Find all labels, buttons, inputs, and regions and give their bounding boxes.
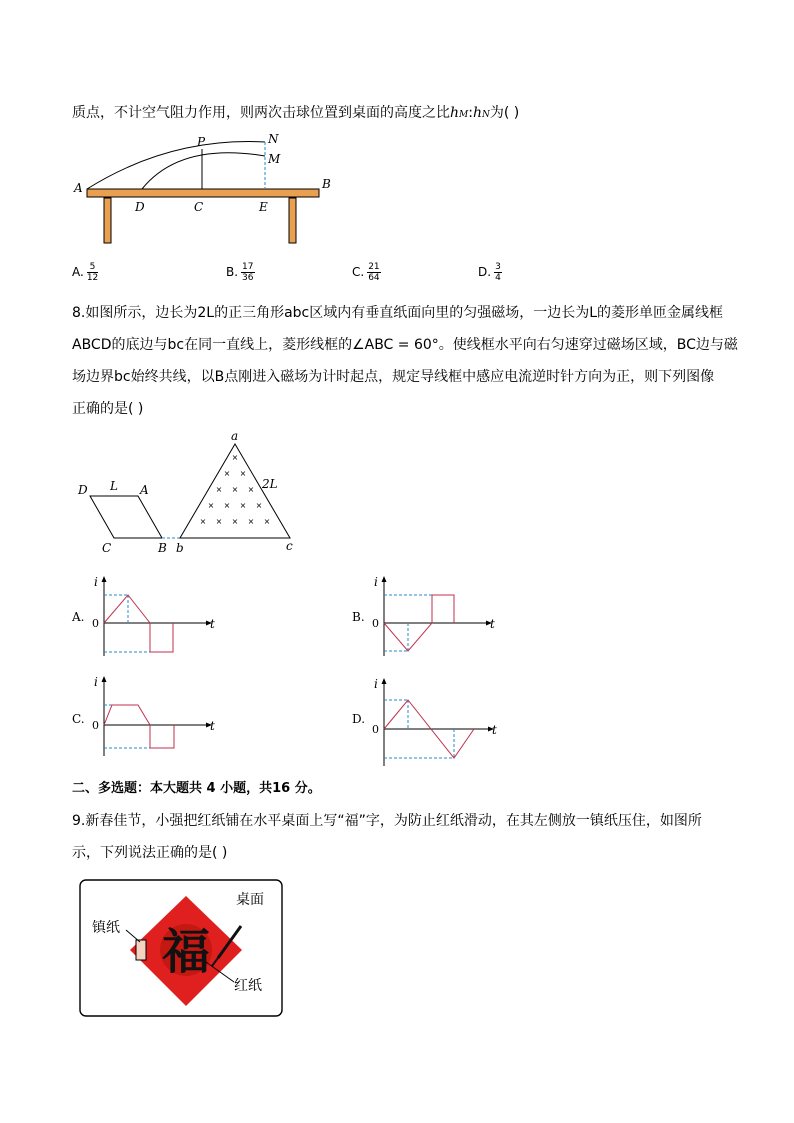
q7-option-a-frac <box>87 262 98 283</box>
q7-option-d-letter: D. <box>478 265 492 279</box>
field-mark: × <box>239 501 247 510</box>
q7-stem-tail: 为( ) <box>489 105 520 121</box>
q7-ratio-h1: h <box>450 105 460 121</box>
y-arrow <box>382 576 387 582</box>
q9-desk-figure <box>78 878 284 1018</box>
field-mark: × <box>223 501 231 510</box>
q7-option-a-den: 12 <box>86 273 99 283</box>
field-mark: × <box>199 517 207 526</box>
q8-graph-b[interactable] <box>368 572 498 662</box>
rhombus-frame <box>90 496 162 538</box>
origin-label: 0 <box>372 617 379 630</box>
field-mark: × <box>207 501 215 510</box>
q8-graph-c-letter[interactable]: C. <box>72 712 85 726</box>
q7-option-c-frac <box>367 262 380 283</box>
x-label: t <box>210 617 215 631</box>
field-mark: × <box>231 517 239 526</box>
label-b-rhombus: B <box>158 541 167 555</box>
field-mark: × <box>263 517 271 526</box>
q8-line-2: ABCD的底边与bc在同一直线上，菱形线框的∠ABC = 60°。使线框水平向右匀速穿过磁场区域，BC边与磁 <box>72 337 738 353</box>
point-label-b: B <box>322 177 331 191</box>
q7-option-a-num: 5 <box>87 262 98 273</box>
q7-option-c-letter: C. <box>352 265 365 279</box>
q7-sub-m: M <box>459 110 469 120</box>
q7-option-b-letter: B. <box>226 265 239 279</box>
q7-ratio-h2: h <box>472 105 482 121</box>
point-label-n: N <box>268 132 279 146</box>
field-mark: × <box>223 469 231 478</box>
y-label: i <box>374 677 378 691</box>
desk-label: 桌面 <box>236 892 264 908</box>
q7-option-a[interactable] <box>72 262 98 283</box>
field-mark: × <box>231 485 239 494</box>
q7-option-d-num: 3 <box>495 262 501 272</box>
table-leg-right <box>289 198 296 243</box>
q7-option-d[interactable] <box>478 262 502 283</box>
trajectory-a-n <box>87 142 265 189</box>
q9-line-2: 示，下列说法正确的是( ) <box>72 845 228 861</box>
q8-line-4: 正确的是( ) <box>72 401 144 417</box>
paper-weight <box>136 940 146 960</box>
label-a-tri: a <box>231 429 239 443</box>
q7-option-c[interactable] <box>352 262 381 283</box>
x-label: t <box>210 719 215 733</box>
current-curve <box>104 705 174 748</box>
q7-sub-n: N <box>482 110 490 120</box>
q7-option-c-num: 21 <box>368 262 380 272</box>
label-a-rhombus: A <box>140 483 149 497</box>
point-label-p: P <box>197 135 206 149</box>
q7-option-c-den: 64 <box>368 273 380 283</box>
q8-graph-c[interactable] <box>88 672 218 762</box>
field-mark: × <box>215 517 223 526</box>
q8-line-1: 8.如图所示，边长为2L的正三角形abc区域内有垂直纸面向里的匀强磁场，一边长为L的菱形单匝金属线框 <box>72 305 724 321</box>
q7-stem-text: 质点，不计空气阻力作用，则两次击球位置到桌面的高度之比 <box>72 105 450 121</box>
field-marks <box>200 453 271 526</box>
field-mark: × <box>247 485 255 494</box>
q8-field-figure <box>72 428 312 558</box>
point-label-m: M <box>268 152 281 166</box>
q7-stem <box>72 102 519 122</box>
origin-label: 0 <box>372 723 379 736</box>
q7-option-b-num: 17 <box>242 262 254 272</box>
point-label-d: D <box>135 200 145 214</box>
section2-heading: 二、多选题：本大题共 4 小题，共16 分。 <box>72 781 321 796</box>
q7-option-d-den: 4 <box>495 273 501 283</box>
origin-label: 0 <box>92 719 99 732</box>
x-label: t <box>492 723 497 737</box>
q8-graph-a[interactable] <box>88 572 218 662</box>
weight-label: 镇纸 <box>92 920 120 936</box>
y-arrow <box>102 576 107 582</box>
trajectory-d-m <box>142 153 265 189</box>
table-top <box>87 189 319 197</box>
paper-label: 红纸 <box>234 978 262 994</box>
q7-option-a-letter: A. <box>72 265 84 279</box>
q8-graph-a-letter[interactable]: A. <box>72 610 85 624</box>
q7-option-b-den: 36 <box>242 273 254 283</box>
field-mark: × <box>247 517 255 526</box>
label-d: D <box>78 483 88 497</box>
y-arrow <box>102 676 107 682</box>
q7-option-b[interactable] <box>226 262 255 283</box>
field-mark: × <box>239 469 247 478</box>
q7-table-figure <box>60 132 360 242</box>
label-b-tri: b <box>176 541 184 555</box>
q7-ratio-sep: : <box>468 105 473 121</box>
q8-graph-b-letter[interactable]: B. <box>352 610 365 624</box>
y-label: i <box>94 675 98 689</box>
q7-option-d-frac <box>494 262 502 283</box>
q7-option-b-frac <box>241 262 254 283</box>
field-mark: × <box>215 485 223 494</box>
y-label: i <box>374 575 378 589</box>
x-label: t <box>490 617 495 631</box>
point-label-a: A <box>74 181 83 195</box>
point-label-e: E <box>259 200 268 214</box>
y-label: i <box>94 575 98 589</box>
table-leg-left <box>104 198 111 243</box>
q9-line-1: 9.新春佳节，小强把红纸铺在水平桌面上写“福”字，为防止红纸滑动，在其左侧放一镇纸压住，如图所 <box>72 813 702 829</box>
q8-line-3: 场边界bc始终共线，以B点刚进入磁场为计时起点，规定导线框中感应电流逆时针方向为正，则下列图像 <box>72 369 715 385</box>
fu-character: 福 <box>161 924 211 980</box>
label-c-tri: c <box>286 539 293 553</box>
y-arrow <box>382 678 387 684</box>
q8-graph-d[interactable] <box>368 674 508 770</box>
q8-graph-d-letter[interactable]: D. <box>352 712 366 726</box>
label-c-rhombus: C <box>102 541 112 555</box>
label-2l: 2L <box>262 477 278 491</box>
origin-label: 0 <box>92 617 99 630</box>
field-mark: × <box>255 501 263 510</box>
label-l: L <box>110 479 118 493</box>
field-mark: × <box>231 453 239 462</box>
point-label-c: C <box>194 200 204 214</box>
